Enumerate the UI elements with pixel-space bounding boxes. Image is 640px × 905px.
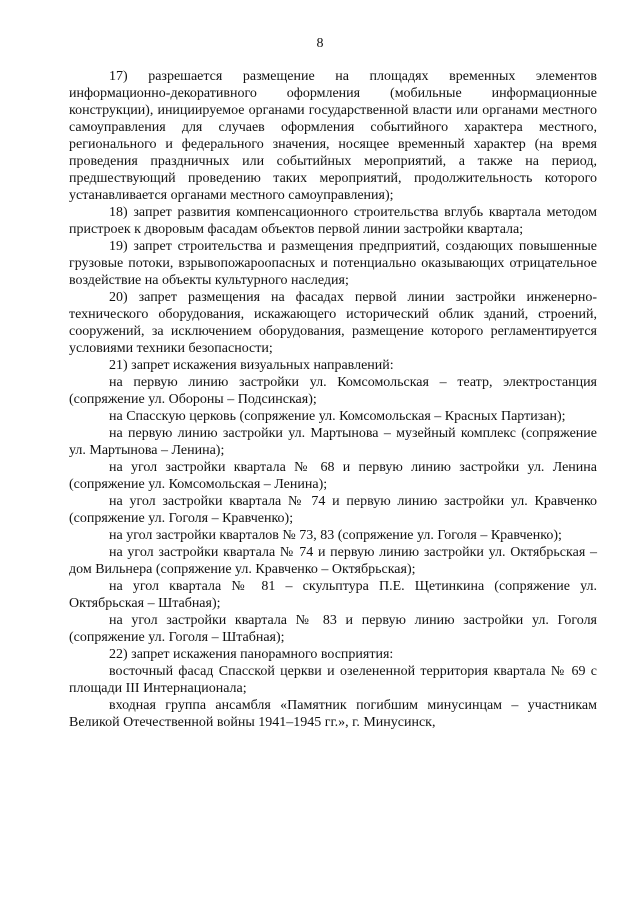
paragraph-22-heading: 22) запрет искажения панорамного восприятия: (109, 647, 394, 662)
panorama-item: входная группа ансамбля «Памятник погибшим минусинцам – участникам Великой Отечественной войны 1941–1945 гг.», г. Минусинск, (69, 698, 597, 730)
paragraph-20: 20) запрет размещения на фасадах первой линии застройки инженерно-технического оборудования, искажающего исторический облик зданий, строений, сооружений, за исключением оборудования, размещение которого регламентируется условиями техники безопасности; (69, 290, 597, 356)
visual-direction-item: на угол застройки квартала № 74 и первую линию застройки ул. Октябрьская – дом Вильнера (сопряжение ул. Кравченко – Октябрьская); (69, 545, 597, 577)
paragraph-21-heading: 21) запрет искажения визуальных направлений: (109, 358, 394, 373)
paragraph-19: 19) запрет строительства и размещения предприятий, создающих повышенные грузовые потоки, взрывопожароопасных и потенциально оказывающих отрицательное воздействие на объекты культурного наследия; (69, 239, 597, 288)
visual-direction-item: на угол застройки кварталов № 73, 83 (сопряжение ул. Гоголя – Кравченко); (109, 528, 562, 543)
visual-direction-item: на угол застройки квартала № 83 и первую линию застройки ул. Гоголя (сопряжение ул. Гоголя – Штабная); (69, 613, 597, 645)
page-number: 8 (316, 36, 324, 51)
paragraph-18: 18) запрет развития компенсационного строительства вглубь квартала методом пристроек к дворовым фасадам объектов первой линии застройки квартала; (69, 205, 597, 237)
visual-direction-item: на первую линию застройки ул. Комсомольская – театр, электростанция (сопряжение ул. Обороны – Подсинская); (69, 375, 597, 407)
paragraph-17: 17) разрешается размещение на площадях временных элементов информационно-декоративного оформления (мобильные информационные конструкции), инициируемое органами государственной власти или органами местного самоуправления для случаев оформления событийного характера местного, регионального и федерального значения, носящее временный характер (на время проведения праздничных или событийных мероприятий, а также на период, предшествующий проведению таких мероприятий, продолжительность которого устанавливается органами местного самоуправления); (69, 69, 597, 203)
visual-direction-item: на угол застройки квартала № 68 и первую линию застройки ул. Ленина (сопряжение ул. Комсомольская – Ленина); (69, 460, 597, 492)
visual-direction-item: на первую линию застройки ул. Мартынова – музейный комплекс (сопряжение ул. Мартынова – Ленина); (69, 426, 597, 458)
visual-direction-item: на угол квартала № 81 – скульптура П.Е. Щетинкина (сопряжение ул. Октябрьская – Штабная); (69, 579, 597, 611)
visual-direction-item: на угол застройки квартала № 74 и первую линию застройки ул. Кравченко (сопряжение ул. Гоголя – Кравченко); (69, 494, 597, 526)
document-body (69, 68, 597, 731)
panorama-item: восточный фасад Спасской церкви и озелененной территория квартала № 69 с площади III Интернационала; (69, 664, 597, 696)
visual-direction-item: на Спасскую церковь (сопряжение ул. Комсомольская – Красных Партизан); (109, 409, 566, 424)
